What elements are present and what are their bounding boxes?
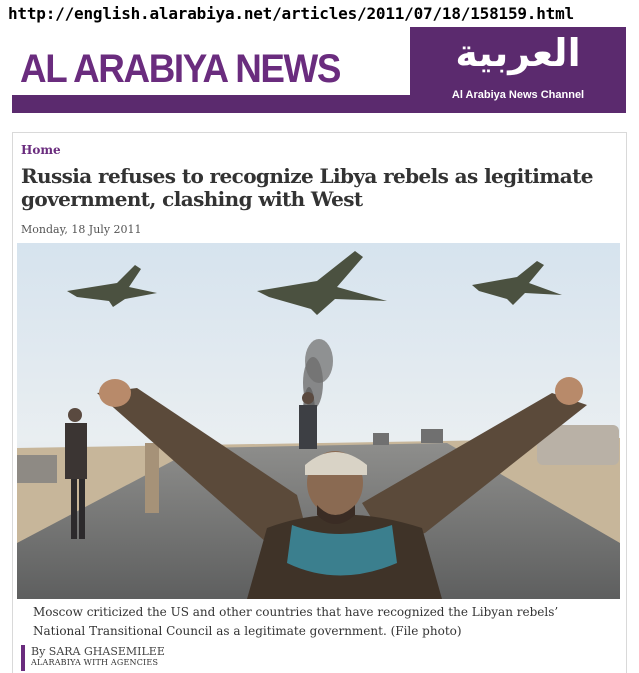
site-masthead [12, 27, 626, 117]
brand-wordmark[interactable]: AL ARABIYA NEWS [20, 47, 341, 91]
breadcrumb-home-link[interactable]: Home [21, 143, 61, 157]
article-date: Monday, 18 July 2011 [21, 223, 142, 236]
logo-channel-name: Al Arabiya News Channel [451, 89, 585, 101]
logo-arabic-text: العربية [455, 31, 581, 75]
author-name[interactable]: By SARA GHASEMILEE [31, 645, 165, 658]
article-container [12, 132, 627, 673]
channel-logo[interactable] [410, 27, 626, 113]
article-photo [17, 243, 620, 599]
article-headline: Russia refuses to recognize Libya rebels as legitimate government, clashing with West [21, 164, 593, 211]
photo-caption: Moscow criticized the US and other countries that have recognized the Libyan rebels’ National Transitional Council as a legitimate government. (File photo) [33, 605, 559, 638]
article-source: ALARABIYA WITH AGENCIES [31, 658, 159, 667]
article-byline [21, 645, 165, 671]
page-url: http://english.alarabiya.net/articles/2011/07/18/158159.html [8, 4, 574, 23]
